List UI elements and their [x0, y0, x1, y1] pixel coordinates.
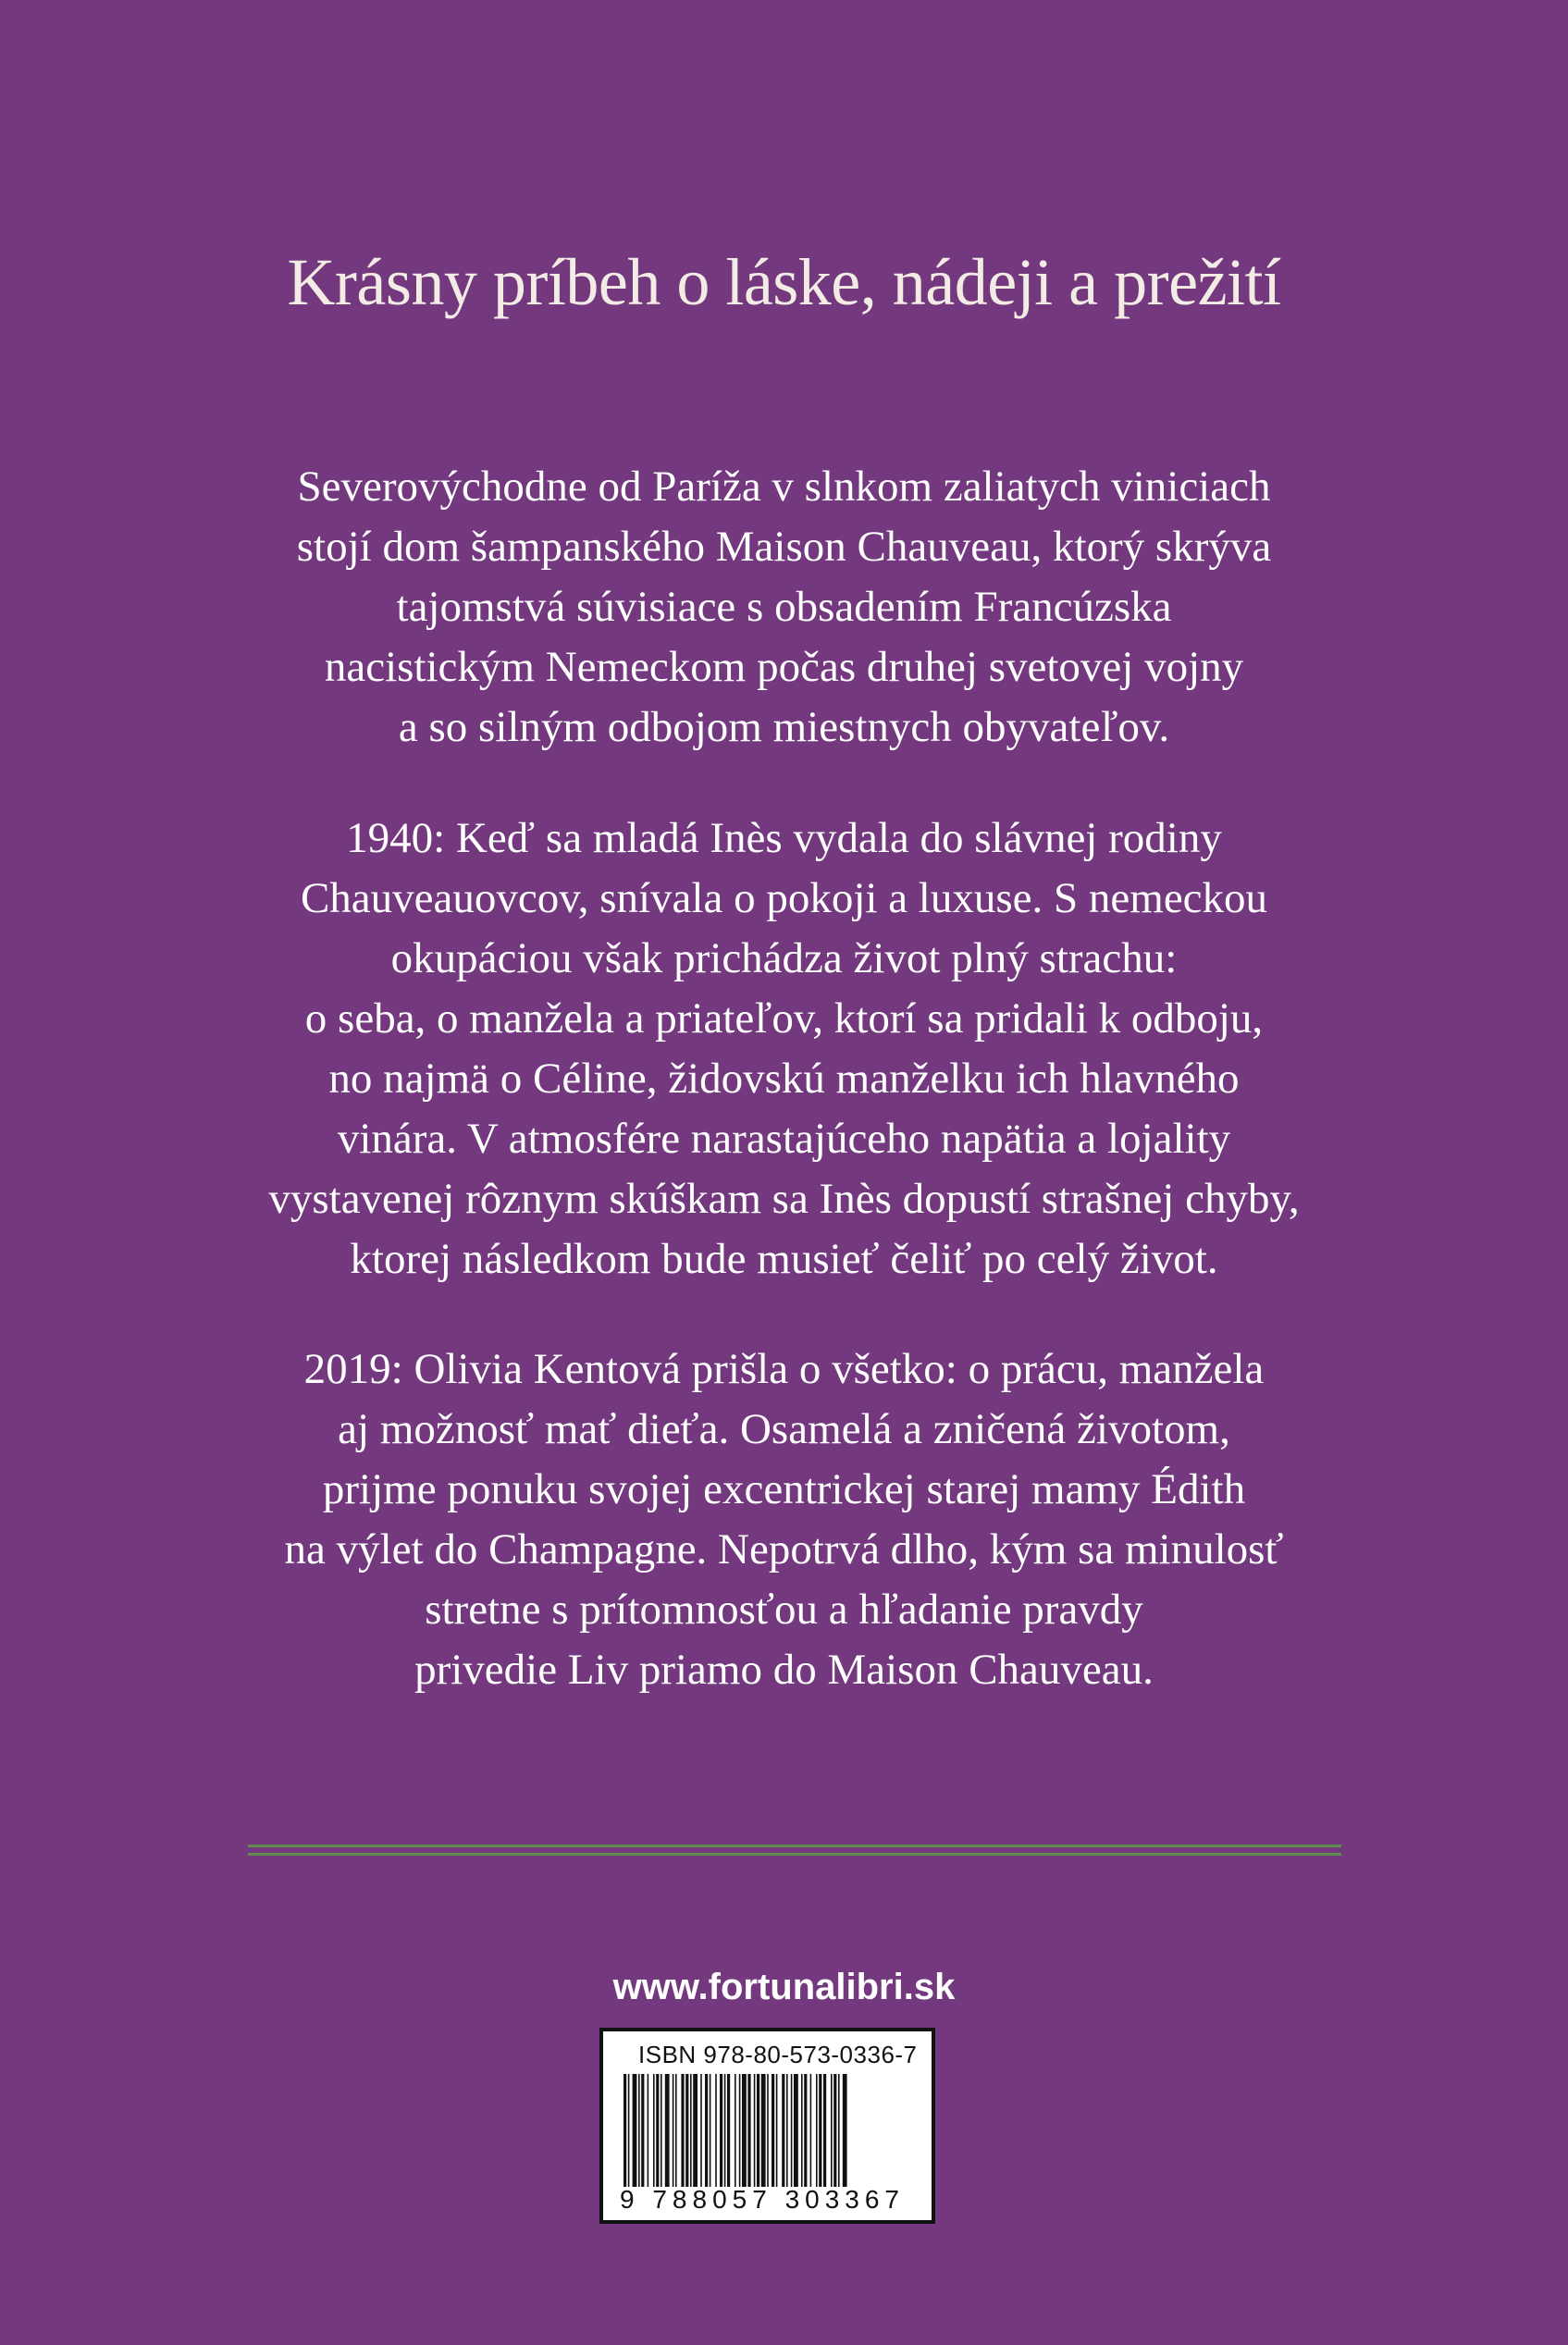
text-line: ktorej následkom bude musieť čeliť po celý život. [350, 1235, 1218, 1283]
ean-digits: 9 788057 303367 [620, 2185, 905, 2214]
barcode-bar [791, 2074, 793, 2187]
isbn-barcode [599, 2028, 935, 2224]
text-line: Chauveauovcov, snívala o pokoji a luxuse. S nemeckou [300, 874, 1268, 922]
text-line: a so silným odbojom miestnych obyvateľov. [398, 703, 1170, 751]
publisher-website: www.fortunalibri.sk [612, 1967, 956, 2007]
barcode-bar [823, 2074, 826, 2187]
barcode-bar [656, 2074, 659, 2187]
barcode-bar [623, 2074, 626, 2187]
barcode-bar [819, 2074, 821, 2187]
blurb-paragraph-intro [185, 457, 1383, 758]
barcode-bar [816, 2074, 818, 2187]
barcode-bar [720, 2074, 722, 2187]
barcode-bar [727, 2074, 730, 2187]
blurb-paragraph-2019 [185, 1339, 1383, 1700]
barcode-bar [685, 2074, 688, 2187]
barcode-bar [693, 2074, 698, 2187]
barcode-bar [665, 2074, 670, 2187]
barcode-bar [782, 2074, 784, 2187]
text-line: no najmä o Céline, židovskú manželku ich hlavného [328, 1055, 1240, 1103]
barcode-bar [843, 2074, 847, 2187]
barcode-bar [742, 2074, 747, 2187]
barcode-bar [705, 2074, 708, 2187]
barcode-bar [653, 2074, 655, 2187]
barcode-bar [641, 2074, 644, 2187]
barcode-bar [739, 2074, 741, 2187]
barcode-bar [710, 2074, 711, 2187]
barcode-bar [675, 2074, 677, 2187]
text-line: prijme ponuku svojej excentrickej starej mamy Édith [322, 1465, 1246, 1513]
barcode-bar [735, 2074, 736, 2187]
barcode-bar [628, 2074, 630, 2187]
text-line: privedie Liv priamo do Maison Chauveau. [414, 1646, 1154, 1694]
text-line: Severovýchodne od Paríža v slnkom zaliatych viniciach [297, 463, 1271, 511]
text-line: vinára. V atmosfére narastajúceho napätia a lojality [337, 1115, 1231, 1163]
barcode-bar [833, 2074, 836, 2187]
barcode-bar [838, 2074, 840, 2187]
barcode-bar [831, 2074, 833, 2187]
divider-rule [248, 1853, 1341, 1856]
barcode-bar [715, 2074, 717, 2187]
barcode-bar [767, 2074, 769, 2187]
text-line: okupáciou však prichádza život plný strachu: [390, 934, 1178, 982]
barcode-bar [761, 2074, 766, 2187]
text-line: o seba, o manžela a priateľov, ktorí sa pridali k odboju, [304, 994, 1264, 1043]
barcode-bar [786, 2074, 788, 2187]
barcode-bar [810, 2074, 812, 2187]
barcode-icon [623, 2074, 916, 2187]
barcode-bar [747, 2074, 750, 2187]
barcode-bar [700, 2074, 702, 2187]
barcode-bar [661, 2074, 662, 2187]
blurb-paragraph-1940 [185, 808, 1383, 1290]
barcode-bar [794, 2074, 798, 2187]
barcode-bar [772, 2074, 774, 2187]
divider-rule [248, 1845, 1341, 1847]
text-line: stojí dom šampanského Maison Chauveau, ktorý skrýva [296, 523, 1272, 571]
barcode-bar [690, 2074, 692, 2187]
barcode-bar [757, 2074, 759, 2187]
text-line: na výlet do Champagne. Nepotrvá dlho, kým sa minulosť [284, 1525, 1284, 1574]
barcode-bar [673, 2074, 674, 2187]
text-line: vystavenej rôznym skúškam sa Inès dopustí strašnej chyby, [268, 1175, 1300, 1223]
barcode-bar [804, 2074, 807, 2187]
text-line: nacistickým Nemeckom počas druhej svetovej vojny [324, 643, 1244, 691]
barcode-bar [754, 2074, 756, 2187]
text-line: 2019: Olivia Kentová prišla o všetko: o prácu, manžela [303, 1345, 1265, 1393]
barcode-bar [681, 2074, 684, 2187]
text-line: aj možnosť mať dieťa. Osamelá a zničená životom, [338, 1405, 1230, 1453]
barcode-bar [648, 2074, 649, 2187]
barcode-bar [724, 2074, 726, 2187]
barcode-bar [638, 2074, 640, 2187]
isbn-label: ISBN 978-80-573-0336-7 [638, 2041, 918, 2068]
text-line: 1940: Keď sa mladá Inès vydala do slávnej rodiny [346, 814, 1222, 862]
barcode-bar [801, 2074, 803, 2187]
headline: Krásny príbeh o láske, nádeji a prežití [287, 245, 1281, 319]
barcode-bar [776, 2074, 778, 2187]
barcode-bar [633, 2074, 637, 2187]
text-line: tajomstvá súvisiace s obsadením Francúzska [396, 583, 1172, 631]
text-line: stretne s prítomnosťou a hľadanie pravdy [425, 1586, 1143, 1634]
